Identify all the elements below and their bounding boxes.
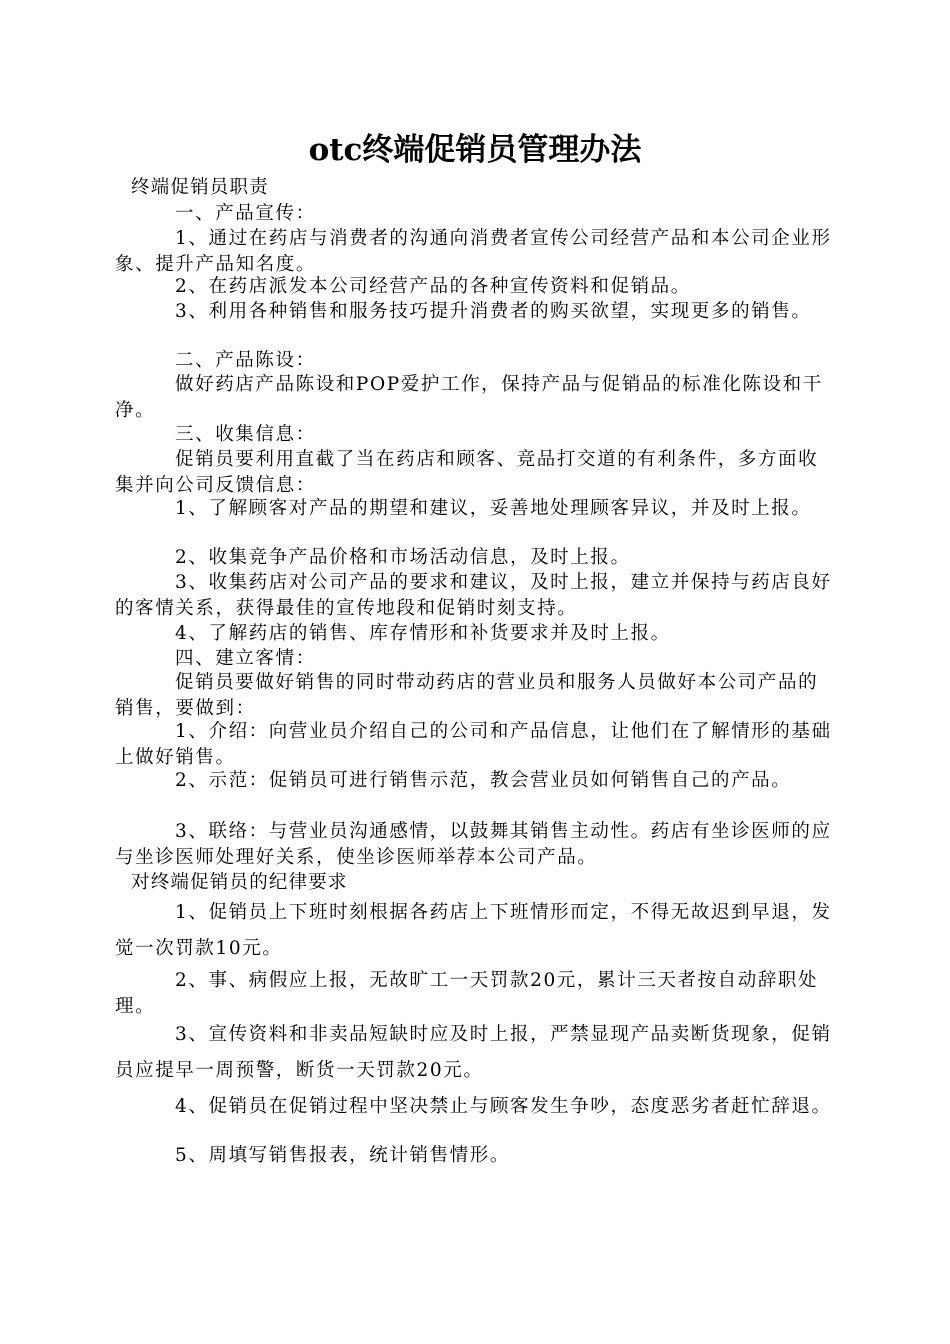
subheading-collect-info: 三、收集信息： bbox=[175, 424, 316, 445]
paragraph: 1、了解顾客对产品的期望和建议，妥善地处理顾客异议，并及时上报。 bbox=[175, 498, 812, 519]
paragraph: 4、促销员在促销过程中坚决禁止与顾客发生争吵，态度恶劣者赶忙辞退。 bbox=[175, 1096, 832, 1117]
paragraph: 2、在药店派发本公司经营产品的各种宣传资料和促销品。 bbox=[175, 276, 691, 297]
paragraph: 3、利用各种销售和服务技巧提升消费者的购买欲望，实现更多的销售。 bbox=[175, 301, 812, 322]
paragraph: 1、通过在药店与消费者的沟通向消费者宣传公司经营产品和本公司企业形象、提升产品知名度。 bbox=[115, 228, 832, 275]
paragraph: 1、促销员上下班时刻根据各药店上下班情形而定，不得无故迟到早退，发觉一次罚款10元。 bbox=[115, 902, 832, 959]
paragraph: 2、事、病假应上报，无故旷工一天罚款20元，累计三天者按自动辞职处理。 bbox=[115, 970, 819, 1017]
paragraph: 3、宣传资料和非卖品短缺时应及时上报，严禁显现产品卖断货现象，促销员应提早一周预警，断货一天罚款20元。 bbox=[115, 1024, 832, 1081]
paragraph: 3、联络：与营业员沟通感情，以鼓舞其销售主动性。药店有坐诊医师的应与坐诊医师处理好关系，使坐诊医师举荐本公司产品。 bbox=[115, 821, 832, 868]
paragraph: 促销员要利用直截了当在药店和顾客、竞品打交道的有利条件，多方面收集并向公司反馈信息： bbox=[115, 449, 819, 496]
section-heading-duties: 终端促销员职责 bbox=[131, 177, 269, 198]
paragraph: 促销员要做好销售的同时带动药店的营业员和服务人员做好本公司产品的销售，要做到： bbox=[115, 672, 819, 719]
subheading-product-promotion: 一、产品宣传： bbox=[175, 203, 316, 224]
paragraph: 做好药店产品陈设和POP爱护工作，保持产品与促销品的标准化陈设和干净。 bbox=[115, 374, 823, 421]
paragraph: 3、收集药店对公司产品的要求和建议，及时上报，建立并保持与药店良好的客情关系，获得最佳的宣传地段和促销时刻支持。 bbox=[115, 572, 832, 619]
paragraph: 2、收集竞争产品价格和市场活动信息，及时上报。 bbox=[175, 547, 631, 568]
subheading-product-display: 二、产品陈设： bbox=[175, 350, 316, 371]
paragraph: 5、周填写销售报表，统计销售情形。 bbox=[175, 1145, 510, 1166]
subheading-build-relations: 四、建立客情： bbox=[175, 648, 316, 669]
paragraph: 1、介绍：向营业员介绍自己的公司和产品信息，让他们在了解情形的基础上做好销售。 bbox=[115, 721, 832, 768]
paragraph: 4、了解药店的销售、库存情形和补货要求并及时上报。 bbox=[175, 623, 671, 644]
paragraph: 2、示范：促销员可进行销售示范，教会营业员如何销售自己的产品。 bbox=[175, 770, 792, 791]
section-heading-discipline: 对终端促销员的纪律要求 bbox=[131, 872, 348, 893]
document-title: otc终端促销员管理办法 bbox=[308, 132, 642, 168]
